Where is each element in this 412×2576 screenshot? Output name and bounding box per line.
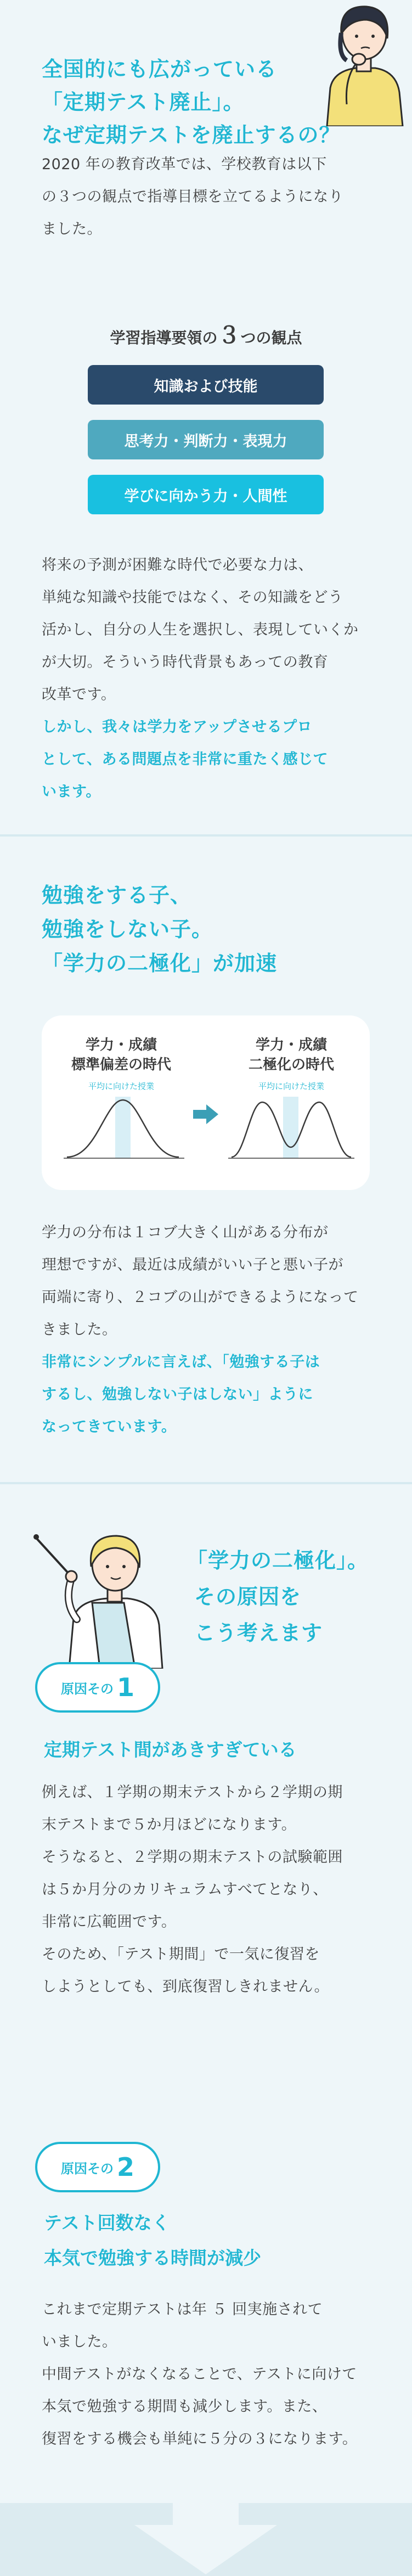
section2-heading-line: 勉強をする子、 [42,883,192,907]
cause1-badge-label: 原因その [60,1681,114,1697]
cause2-title-line: 本気で勉強する時間が減少 [44,2247,261,2269]
section3-heading [187,1542,369,1651]
viewpoints-title-pre: 学習指導要領の [110,329,218,347]
accent-line: するし、勉強しない子はしない」ように [42,1386,313,1403]
body-line: そうなると、２学期の期末テストの試験範囲 [42,1849,343,1866]
arrow-right-icon [193,1103,218,1125]
body-line: 非常に広範囲です。 [42,1913,177,1930]
cause1-badge [35,1662,160,1713]
cause2-body [42,2293,382,2455]
section-divider [0,1482,412,1484]
cause2-title-line: テスト回数なく [44,2212,170,2233]
intro-line: の３つの観点で指導目標を立てるようになり [42,188,343,205]
accent-line: います。 [42,783,101,800]
viewpoint-pill [88,420,324,459]
section3-heading-line: こう考えます [194,1621,323,1645]
body-line: これまで定期テストは年 ５ 回実施されて [42,2301,323,2318]
cause2-badge-number: 2 [116,2152,134,2182]
body-line: 学力の分布は１コブ大きく山がある分布が [42,1224,329,1241]
section1-heading-line: 全国的にも広がっている [42,57,278,81]
distribution-comparison-card [42,1015,370,1190]
chart-right-title-line: 学力・成績 [255,1037,327,1053]
cause1-body [42,1776,382,2003]
viewpoint-pill [88,365,324,405]
section2-heading-line: 勉強をしない子。 [42,917,213,941]
viewpoint-label: 学びに向かう力・人間性 [124,487,287,505]
section1-body [42,549,382,711]
section1-accent [42,711,382,808]
body-line: 末テストまで５か月ほどになります。 [42,1816,297,1833]
chart-right-subtitle: 平均に向けた授業 [258,1081,324,1091]
double-peak-distribution [228,1092,354,1164]
body-line: 将来の予測が困難な時代で必要な力は、 [42,557,313,574]
viewpoint-pill [88,475,324,514]
viewpoint-label: 知識および技能 [154,378,258,395]
section3-heading-line: その原因を [194,1585,302,1609]
body-line: 例えば、１学期の期末テストから２学期の期 [42,1784,343,1801]
intro-line: 2020 年の教育改革では、学校教育は以下 [42,156,327,173]
cause1-title: 定期テスト間があきすぎている [44,1739,297,1760]
chart-left-title [64,1035,179,1075]
section1-heading-line: なぜ定期テストを廃止するの？ [42,123,341,147]
section1-heading-line: 「定期テスト廃止」。 [42,90,245,114]
teacher-pointing-illustration [31,1526,168,1669]
section1-heading [42,53,340,151]
body-line: 両端に寄り、２コブの山ができるようになって [42,1289,359,1306]
section2-accent [42,1346,382,1443]
chart-right-title-line: 二極化の時代 [248,1057,334,1073]
body-line: が大切。そういう時代背景もあっての教育 [42,654,329,671]
accent-line: 非常にシンプルに言えば、「勉強する子は [42,1354,320,1371]
viewpoints-title [0,317,412,350]
body-line: 活かし、自分の人生を選択し、表現していくか [42,621,359,638]
cause2-badge-label: 原因その [60,2160,114,2176]
body-line: そのため、「テスト期間」で一気に復習を [42,1946,320,1963]
chart-left-title-line: 学力・成績 [85,1037,157,1053]
body-line: 単純な知識や技能ではなく、その知識をどう [42,589,343,606]
section-divider [0,834,412,837]
down-arrow-icon [129,2503,283,2576]
section2-body [42,1216,382,1346]
viewpoints-title-num: ３ [217,322,241,349]
single-peak-distribution [64,1092,184,1164]
chart-left-title-line: 標準偏差の時代 [71,1057,171,1073]
section1-intro [42,148,382,245]
section2-heading-line: 「学力の二極化」が加速 [42,951,278,975]
chart-left-subtitle: 平均に向けた授業 [88,1081,154,1091]
body-line: 改革です。 [42,686,116,703]
body-line: 復習をする機会も単純に５分の３になります。 [42,2431,358,2448]
cause2-badge [35,2142,160,2192]
section2-heading [42,878,277,980]
section3-heading-line: 「学力の二極化」。 [187,1548,369,1573]
body-line: 中間テストがなくなることで、テストに向けて [42,2366,357,2383]
viewpoint-label: 思考力・判断力・表現力 [124,433,287,450]
body-line: は５か月分のカリキュラムすべてとなり、 [42,1881,328,1898]
body-line: しようとしても、到底復習しきれません。 [42,1978,330,1995]
viewpoints-title-post: つの観点 [240,329,302,347]
accent-line: として、ある問題点を非常に重たく感じて [42,751,328,768]
cause2-title [44,2205,261,2276]
accent-line: なってきています。 [42,1418,177,1435]
accent-line: しかし、我々は学力をアップさせるプロ [42,719,313,736]
intro-line: ました。 [42,221,102,238]
chart-right-title [228,1035,354,1075]
body-line: 理想ですが、最近は成績がいい子と悪い子が [42,1256,343,1273]
body-line: いました。 [42,2333,117,2350]
body-line: 本気で勉強する期間も減少します。また、 [42,2398,328,2415]
body-line: きました。 [42,1321,117,1338]
cause1-badge-number: 1 [116,1673,134,1702]
